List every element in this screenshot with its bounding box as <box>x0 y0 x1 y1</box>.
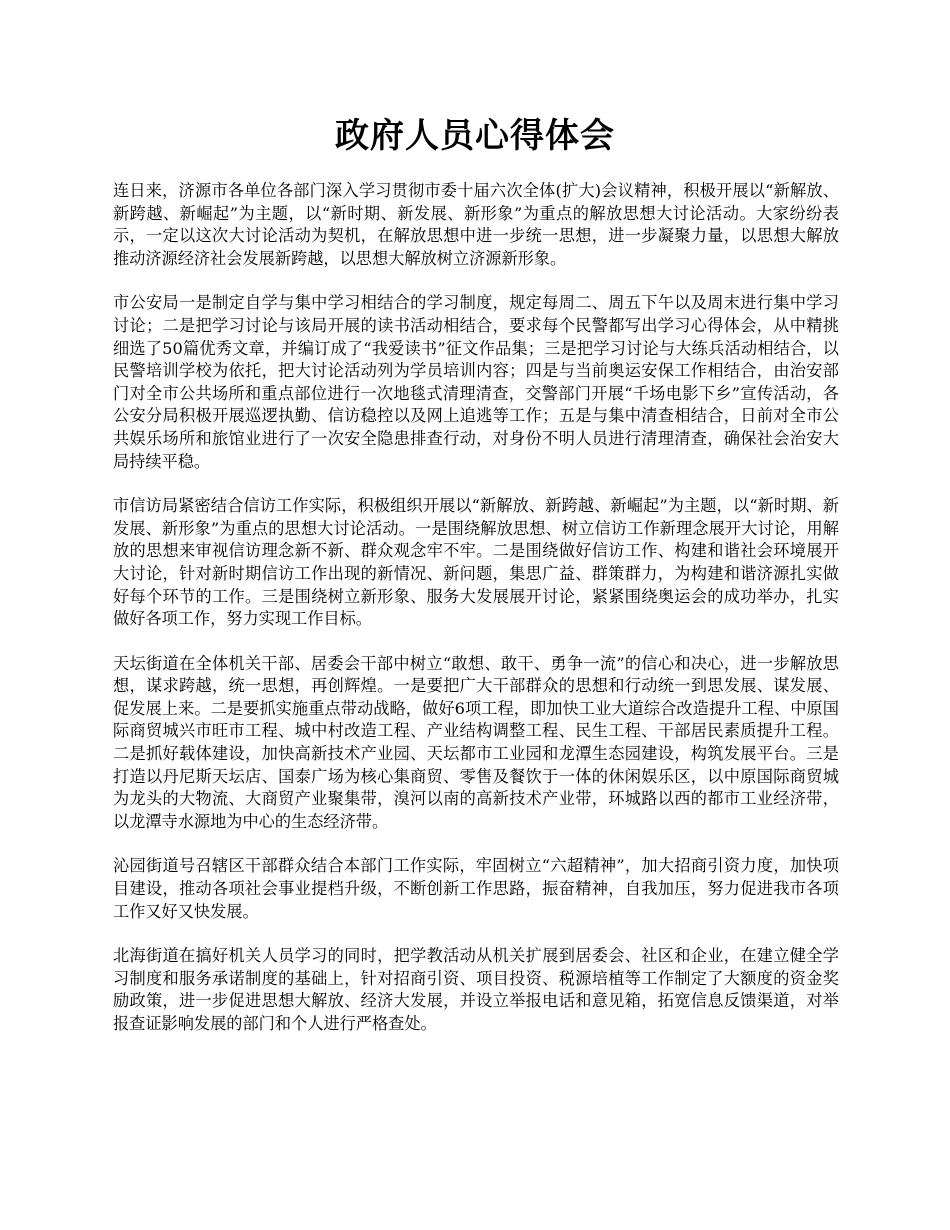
document-body <box>113 180 839 1058</box>
paragraph-beihai-street: 北海街道在搞好机关人员学习的同时，把学教活动从机关扩展到居委会、社区和企业，在建立健全学习制度和服务承诺制度的基础上，针对招商引资、项目投资、税源培植等工作制定了大额度的资金奖励政策，进一步促进思想大解放、经济大发展，并设立举报电话和意见箱，拓宽信息反馈渠道，对举报查证影响发展的部门和个人进行严格查处。 <box>113 946 839 1033</box>
paragraph-qinyuan-street: 沁园街道号召辖区干部群众结合本部门工作实际，牢固树立“六超精神”，加大招商引资力度，加快项目建设，推动各项社会事业提档升级，不断创新工作思路，振奋精神，自我加压，努力促进我市各项工作又好又快发展。 <box>113 856 839 921</box>
paragraph-tiantan-street: 天坛街道在全体机关干部、居委会干部中树立“敢想、敢干、勇争一流”的信心和决心，进一步解放思想，谋求跨越，统一思想，再创辉煌。一是要把广大干部群众的思想和行动统一到思发展、谋发展、促发展上来。二是要抓实施重点带动战略，做好6项工程，即加快工业大道综合改造提升工程、中原国际商贸城兴市旺市工程、城中村改造工程、产业结构调整工程、民生工程、干部居民素质提升工程。二是抓好载体建设，加快高新技术产业园、天坛都市工业园和龙潭生态园建设，构筑发展平台。三是打造以丹尼斯天坛店、国泰广场为核心集商贸、零售及餐饮于一体的休闲娱乐区，以中原国际商贸城为龙头的大物流、大商贸产业聚集带，溴河以南的高新技术产业带，环城路以西的都市工业经济带，以龙潭寺水源地为中心的生态经济带。 <box>113 653 839 831</box>
paragraph-petition-bureau: 市信访局紧密结合信访工作实际，积极组织开展以“新解放、新跨越、新崛起”为主题，以“新时期、新发展、新形象”为重点的思想大讨论活动。一是围绕解放思想、树立信访工作新理念展开大讨论，用解放的思想来审视信访理念新不新、群众观念牢不牢。二是围绕做好信访工作、构建和谐社会环境展开大讨论，针对新时期信访工作出现的新情况、新问题，集思广益、群策群力，为构建和谐济源扎实做好每个环节的工作。三是围绕树立新形象、服务大发展展开讨论，紧紧围绕奥运会的成功举办，扎实做好各项工作，努力实现工作目标。 <box>113 496 839 629</box>
paragraph-public-security-bureau: 市公安局一是制定自学与集中学习相结合的学习制度，规定每周二、周五下午以及周末进行集中学习讨论；二是把学习讨论与该局开展的读书活动相结合，要求每个民警都写出学习心得体会，从中精挑细选了50篇优秀文章，并编订成了“我爱读书”征文作品集；三是把学习讨论与大练兵活动相结合，以民警培训学校为依托，把大讨论活动列为学员培训内容；四是与当前奥运安保工作相结合，由治安部门对全市公共场所和重点部位进行一次地毯式清理清查，交警部门开展“千场电影下乡”宣传活动，各公安分局积极开展巡逻执勤、信访稳控以及网上追逃等工作；五是与集中清查相结合，日前对全市公共娱乐场所和旅馆业进行了一次安全隐患排查行动，对身份不明人员进行清理清查，确保社会治安大局持续平稳。 <box>113 293 839 471</box>
paragraph-intro: 连日来，济源市各单位各部门深入学习贯彻市委十届六次全体(扩大)会议精神，积极开展以“新解放、新跨越、新崛起”为主题，以“新时期、新发展、新形象”为重点的解放思想大讨论活动。大家纷纷表示，一定以这次大讨论活动为契机，在解放思想中进一步统一思想，进一步凝聚力量，以思想大解放推动济源经济社会发展新跨越，以思想大解放树立济源新形象。 <box>113 181 839 268</box>
page-title: 政府人员心得体会 <box>335 116 615 156</box>
